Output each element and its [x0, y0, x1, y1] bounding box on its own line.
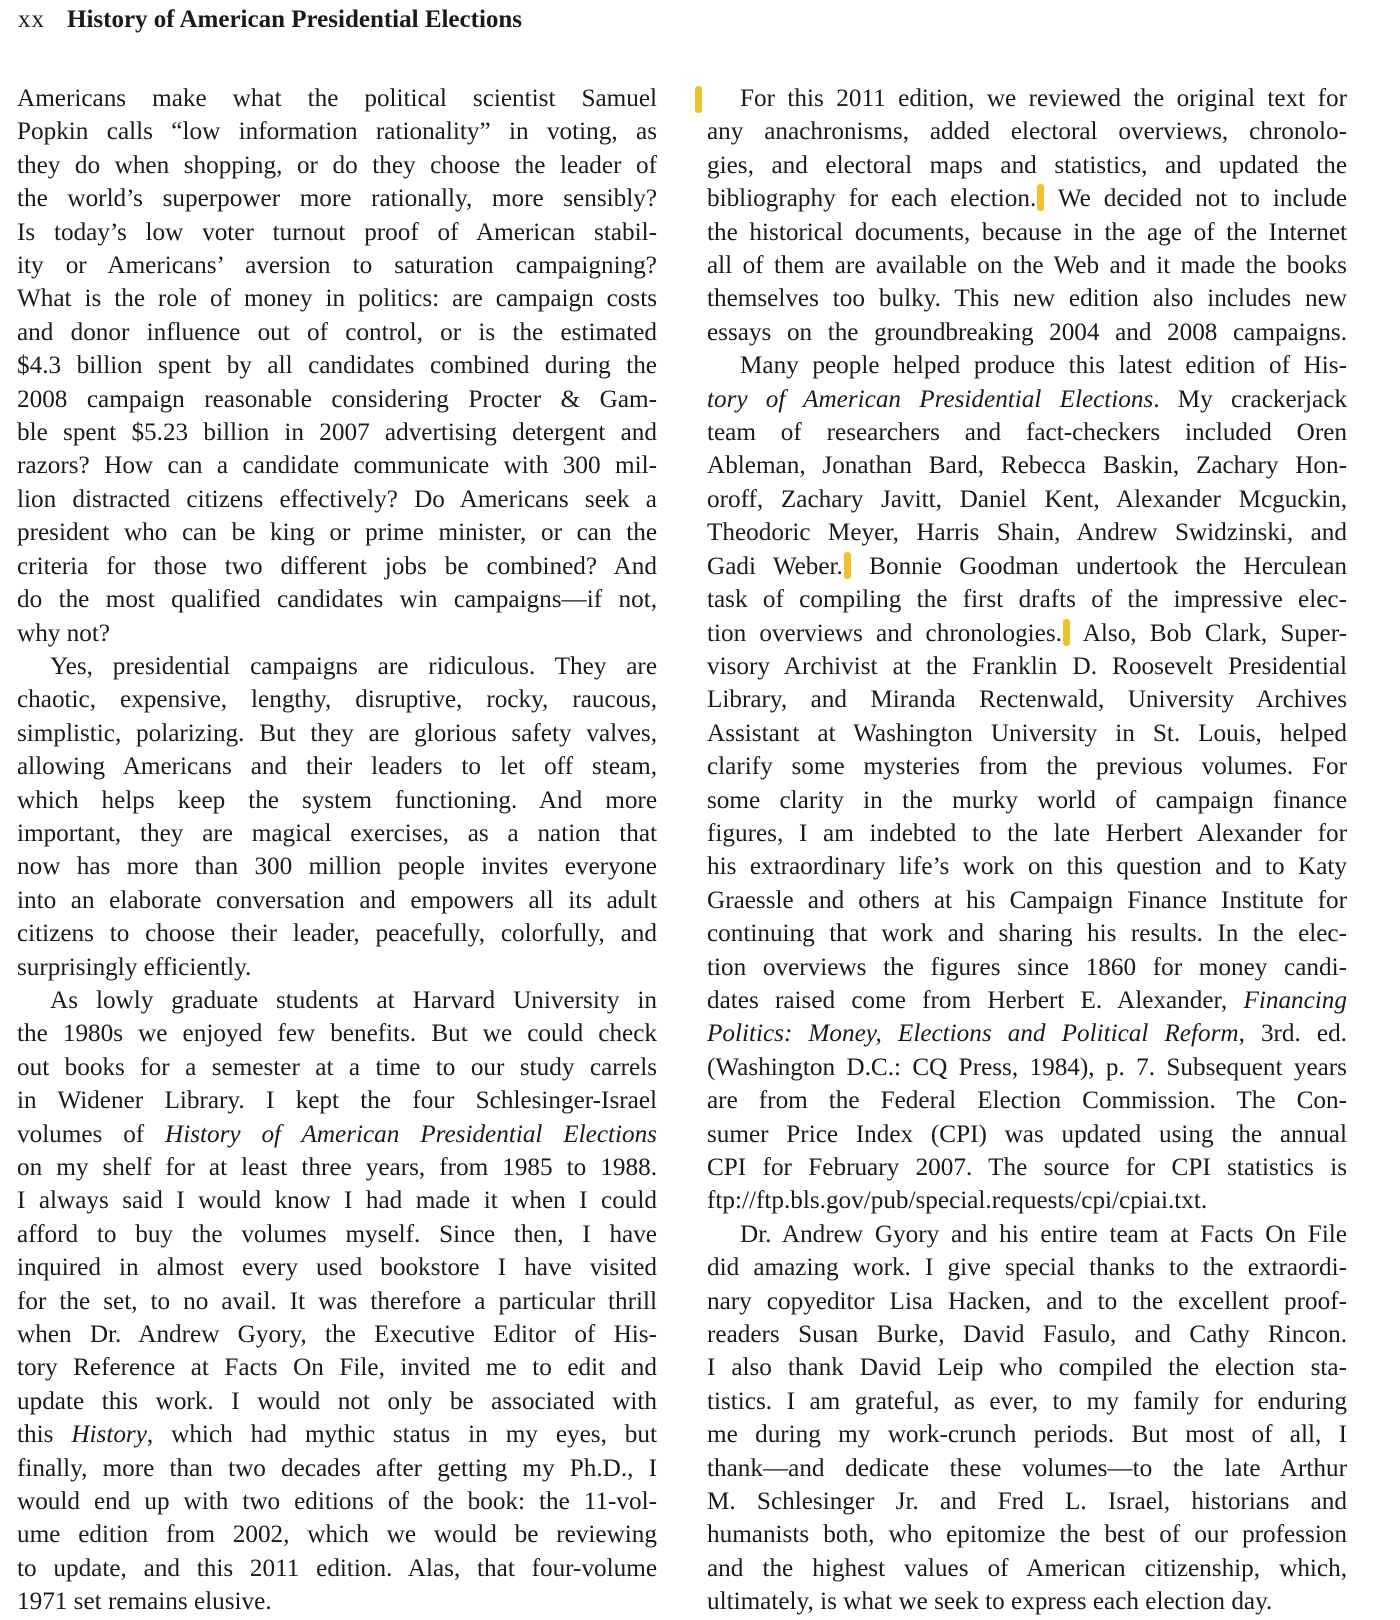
text-line: out books for a semester at a time to our study carrels — [17, 1053, 657, 1081]
text-line: figures, I am indebted to the late Herbert Alexander for — [707, 819, 1347, 847]
text-line: bibliography for each election. We decided not to include — [707, 185, 1348, 213]
right-text-column — [707, 82, 1347, 1619]
text-line: do the most qualified candidates win campaigns—if not, — [17, 586, 657, 614]
highlight-mark — [1063, 619, 1070, 646]
text-line: thank—and dedicate these volumes—to the late Arthur — [707, 1454, 1347, 1482]
text-line: $4.3 billion spent by all candidates combined during the — [17, 352, 657, 380]
text-line: tory Reference at Facts On File, invited me to edit and — [17, 1354, 657, 1382]
book-title: History of American Presidential Elections — [67, 6, 523, 33]
text-line: Library, and Miranda Rectenwald, University Archives — [707, 686, 1347, 714]
text-line: gies, and electoral maps and statistics, and updated the — [707, 151, 1347, 179]
text-line: and donor influence out of control, or is the estimated — [17, 318, 657, 346]
text-line: for the set, to no avail. It was therefore a particular thrill — [17, 1287, 657, 1315]
text-line: this History, which had mythic status in my eyes, but — [17, 1421, 657, 1449]
text-line: essays on the groundbreaking 2004 and 2008 campaigns. — [707, 318, 1347, 346]
text-line: razors? How can a candidate communicate with 300 mil- — [17, 452, 657, 480]
text-line: inquired in almost every used bookstore I have visited — [17, 1254, 657, 1282]
text-line: nary copyeditor Lisa Hacken, and to the excellent proof- — [707, 1287, 1347, 1315]
text-line: in Widener Library. I kept the four Schlesinger-Israel — [17, 1087, 657, 1115]
text-line: why not? — [17, 619, 111, 647]
text-line: Ableman, Jonathan Bard, Rebecca Baskin, Zachary Hon- — [707, 452, 1347, 480]
text-line: did amazing work. I give special thanks to the extraordi- — [707, 1254, 1347, 1282]
text-line: allowing Americans and their leaders to let off steam, — [17, 753, 657, 781]
text-line: tion overviews and chronologies. Also, Bob Clark, Super- — [707, 619, 1347, 647]
text-line: What is the role of money in politics: are campaign costs — [17, 285, 657, 313]
text-line: Yes, presidential campaigns are ridiculous. They are — [50, 652, 657, 680]
text-line: ity or Americans’ aversion to saturation campaigning? — [17, 252, 657, 280]
text-line: clarify some mysteries from the previous volumes. For — [707, 753, 1347, 781]
text-line: any anachronisms, added electoral overviews, chronolo- — [707, 118, 1347, 146]
text-line: finally, more than two decades after getting my Ph.D., I — [17, 1454, 657, 1482]
text-line: CPI for February 2007. The source for CPI statistics is — [707, 1154, 1347, 1181]
text-line: Theodoric Meyer, Harris Shain, Andrew Swidzinski, and — [707, 519, 1347, 547]
text-line: For this 2011 edition, we reviewed the original text for — [740, 85, 1347, 112]
text-line: team of researchers and fact-checkers included Oren — [707, 419, 1347, 447]
text-line: chaotic, expensive, lengthy, disruptive, rocky, raucous, — [17, 686, 657, 714]
text-line: ume edition from 2002, which we would be reviewing — [17, 1521, 657, 1549]
text-line: to update, and this 2011 edition. Alas, that four-volume — [17, 1554, 657, 1582]
text-line: task of compiling the first drafts of the impressive elec- — [707, 586, 1347, 614]
text-line: president who can be king or prime minister, or can the — [17, 519, 657, 547]
text-line: Americans make what the political scientist Samuel — [17, 85, 657, 112]
text-line: are from the Federal Election Commission. The Con- — [707, 1087, 1347, 1115]
text-line: would end up with two editions of the book: the 11-vol- — [17, 1488, 657, 1516]
text-line: when Dr. Andrew Gyory, the Executive Editor of His- — [17, 1321, 657, 1349]
text-line: Gadi Weber. Bonnie Goodman undertook the Herculean — [707, 552, 1347, 580]
text-line: Is today’s low voter turnout proof of American stabil- — [17, 218, 657, 246]
text-line: on my shelf for at least three years, from 1985 to 1988. — [17, 1154, 657, 1181]
text-line: me during my work-crunch periods. But most of all, I — [707, 1421, 1347, 1449]
left-text-column — [17, 82, 657, 1619]
text-line: tory of American Presidential Elections. My crackerjack — [707, 385, 1347, 413]
text-line: into an elaborate conversation and empowers all its adult — [17, 886, 657, 914]
text-line: they do when shopping, or do they choose the leader of — [17, 151, 657, 179]
text-line: Dr. Andrew Gyory and his entire team at Facts On File — [740, 1220, 1347, 1248]
text-line: important, they are magical exercises, as a nation that — [17, 819, 657, 847]
text-line: I always said I would know I had made it when I could — [17, 1187, 657, 1215]
text-line: the historical documents, because in the age of the Internet — [707, 218, 1347, 246]
text-line: his extraordinary life’s work on this question and to Katy — [707, 853, 1347, 881]
text-line: tion overviews the figures since 1860 for money candi- — [707, 953, 1347, 981]
text-line: sumer Price Index (CPI) was updated using the annual — [707, 1120, 1347, 1148]
text-line: surprisingly efficiently. — [17, 953, 252, 981]
text-line: now has more than 300 million people invites everyone — [17, 853, 657, 881]
page-number: xx — [18, 6, 45, 33]
text-line: ble spent $5.23 billion in 2007 advertising detergent and — [17, 419, 657, 447]
text-line: citizens to choose their leader, peacefully, colorfully, and — [17, 920, 657, 948]
text-line: 1971 set remains elusive. — [17, 1588, 272, 1616]
text-line: Assistant at Washington University in St. Louis, helped — [707, 719, 1347, 747]
text-line: ultimately, is what we seek to express each election day. — [707, 1588, 1273, 1616]
text-line: Politics: Money, Elections and Political Reform, 3rd. ed. — [707, 1020, 1347, 1048]
text-line: some clarity in the murky world of campaign finance — [707, 786, 1347, 814]
text-line: I also thank David Leip who compiled the election sta- — [707, 1354, 1347, 1382]
text-line: volumes of History of American Presidential Elections — [17, 1120, 657, 1148]
text-line: Popkin calls “low information rationality” in voting, as — [17, 118, 657, 146]
text-line: the 1980s we enjoyed few benefits. But we could check — [17, 1020, 657, 1048]
text-line: and the highest values of American citizenship, which, — [707, 1554, 1347, 1582]
highlight-mark — [695, 86, 702, 113]
text-line: continuing that work and sharing his results. In the elec- — [707, 920, 1347, 948]
text-line: themselves too bulky. This new edition also includes new — [707, 285, 1347, 313]
text-line: afford to buy the volumes myself. Since then, I have — [17, 1220, 657, 1248]
text-line: the world’s superpower more rationally, more sensibly? — [17, 185, 657, 213]
text-line: 2008 campaign reasonable considering Procter & Gam- — [17, 385, 657, 413]
highlight-mark — [844, 552, 851, 579]
text-line: update this work. I would not only be associated with — [17, 1387, 657, 1415]
text-line: lion distracted citizens effectively? Do Americans seek a — [17, 485, 657, 513]
text-line: oroff, Zachary Javitt, Daniel Kent, Alexander Mcguckin, — [707, 485, 1347, 513]
text-line: Many people helped produce this latest edition of His- — [740, 352, 1347, 380]
text-line: readers Susan Burke, David Fasulo, and Cathy Rincon. — [707, 1321, 1347, 1349]
text-line: dates raised come from Herbert E. Alexander, Financing — [707, 986, 1347, 1014]
text-line: M. Schlesinger Jr. and Fred L. Israel, historians and — [707, 1488, 1347, 1516]
text-line: which helps keep the system functioning. And more — [17, 786, 657, 814]
text-line: Graessle and others at his Campaign Finance Institute for — [707, 886, 1347, 914]
highlight-mark — [1037, 184, 1044, 211]
text-line: As lowly graduate students at Harvard University in — [50, 986, 657, 1014]
text-line: humanists both, who epitomize the best of our profession — [707, 1521, 1347, 1549]
running-head — [18, 6, 522, 34]
text-line: simplistic, polarizing. But they are glorious safety valves, — [17, 719, 657, 747]
text-line: (Washington D.C.: CQ Press, 1984), p. 7. Subsequent years — [707, 1053, 1347, 1081]
text-line: ftp://ftp.bls.gov/pub/special.requests/cpi/cpiai.txt. — [707, 1187, 1208, 1215]
text-line: tistics. I am grateful, as ever, to my family for enduring — [707, 1387, 1347, 1415]
text-line: visory Archivist at the Franklin D. Roosevelt Presidential — [707, 652, 1347, 680]
text-line: criteria for those two different jobs be combined? And — [17, 552, 657, 580]
text-line: all of them are available on the Web and it made the books — [707, 252, 1347, 280]
